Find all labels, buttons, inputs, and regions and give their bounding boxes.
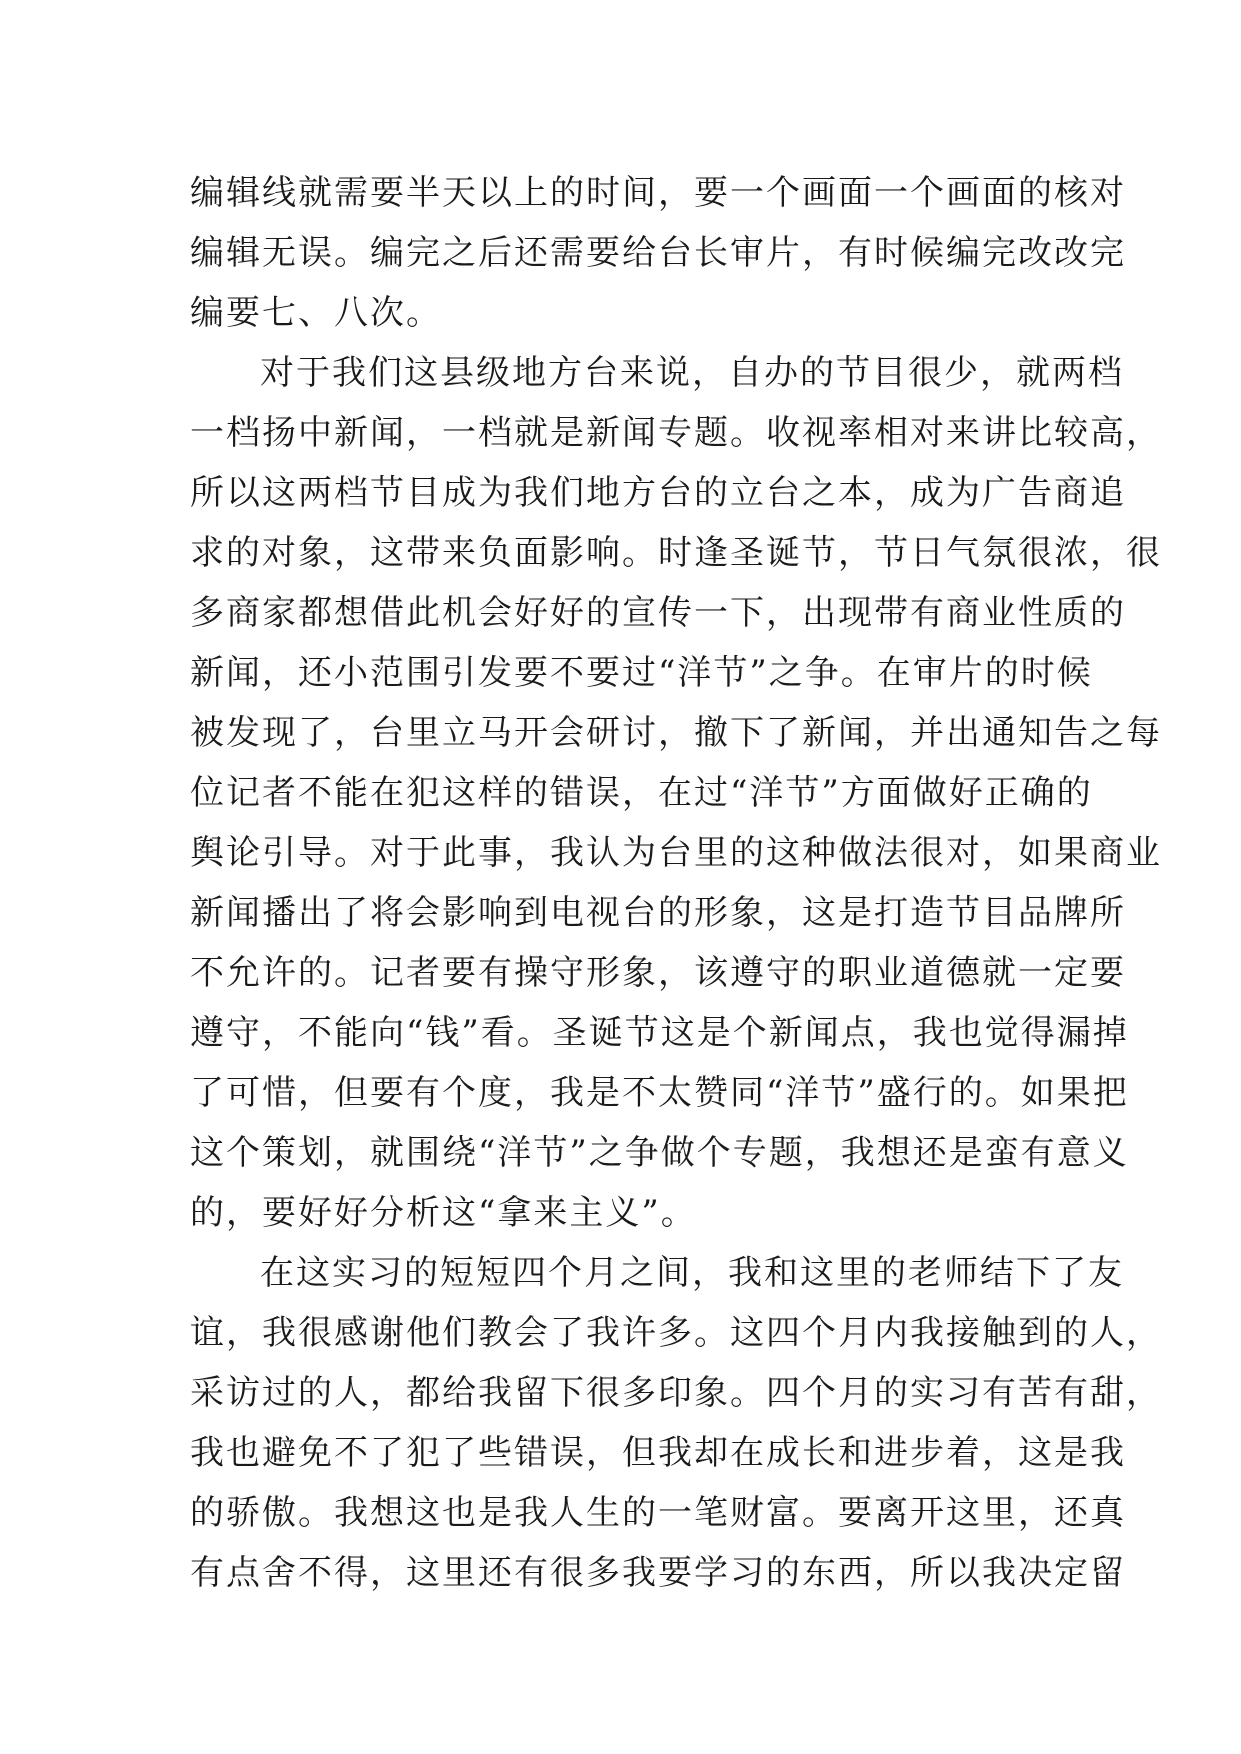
text-line: 求的对象，这带来负面影响。时逢圣诞节，节日气氛很浓，很	[190, 533, 1162, 573]
text-line: 编辑无误。编完之后还需要给台长审片，有时候编完改改完	[190, 233, 1126, 273]
text-line: 所以这两档节目成为我们地方台的立台之本，成为广告商追	[190, 473, 1126, 513]
text-line: 不允许的。记者要有操守形象，该遵守的职业道德就一定要	[190, 953, 1126, 993]
text-line: 的，要好好分析这“拿来主义”。	[190, 1193, 697, 1233]
document-body	[190, 163, 1162, 1603]
text-line: 在这实习的短短四个月之间，我和这里的老师结下了友	[260, 1253, 1124, 1293]
text-line: 谊，我很感谢他们教会了我许多。这四个月内我接触到的人，	[190, 1313, 1162, 1353]
text-line: 遵守，不能向“钱”看。圣诞节这是个新闻点，我也觉得漏掉	[190, 1013, 1129, 1053]
text-line: 采访过的人，都给我留下很多印象。四个月的实习有苦有甜，	[190, 1373, 1162, 1413]
text-line: 有点舍不得，这里还有很多我要学习的东西，所以我决定留	[190, 1553, 1126, 1593]
text-line: 了可惜，但要有个度，我是不太赞同“洋节”盛行的。如果把	[190, 1073, 1129, 1113]
text-line: 多商家都想借此机会好好的宣传一下，出现带有商业性质的	[190, 593, 1126, 633]
text-line: 一档扬中新闻，一档就是新闻专题。收视率相对来讲比较高，	[190, 413, 1162, 453]
text-line: 位记者不能在犯这样的错误，在过“洋节”方面做好正确的	[190, 773, 1093, 813]
text-line: 新闻播出了将会影响到电视台的形象，这是打造节目品牌所	[190, 893, 1126, 933]
text-line: 这个策划，就围绕“洋节”之争做个专题，我想还是蛮有意义	[190, 1133, 1129, 1173]
text-line: 被发现了，台里立马开会研讨，撤下了新闻，并出通知告之每	[190, 713, 1162, 753]
text-line: 的骄傲。我想这也是我人生的一笔财富。要离开这里，还真	[190, 1493, 1126, 1533]
text-line: 新闻，还小范围引发要不要过“洋节”之争。在审片的时候	[190, 653, 1093, 693]
text-line: 对于我们这县级地方台来说，自办的节目很少，就两档	[260, 353, 1124, 393]
text-line: 编辑线就需要半天以上的时间，要一个画面一个画面的核对	[190, 173, 1126, 213]
text-line: 编要七、八次。	[190, 293, 442, 333]
text-line: 我也避免不了犯了些错误，但我却在成长和进步着，这是我	[190, 1433, 1126, 1473]
text-line: 舆论引导。对于此事，我认为台里的这种做法很对，如果商业	[190, 833, 1162, 873]
